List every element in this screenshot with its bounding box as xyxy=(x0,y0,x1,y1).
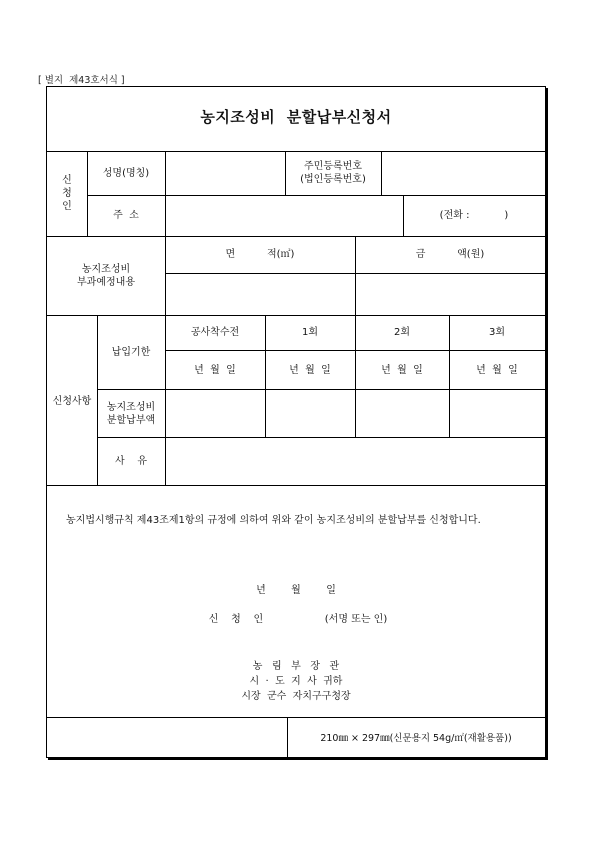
column-installment-2: 2회 xyxy=(393,327,411,338)
deadline-date-1[interactable]: 년 월 일 xyxy=(289,365,331,376)
rule-applicant-bottom xyxy=(47,236,545,237)
installment-field-1[interactable] xyxy=(265,389,355,437)
reason-label: 사 유 xyxy=(114,456,148,467)
address-field[interactable] xyxy=(165,195,403,236)
signer-label: 신 청 인 xyxy=(208,614,264,625)
deadline-date-3[interactable]: 년 월 일 xyxy=(476,365,518,376)
recipient-governor: 시 · 도 지 사 귀하 xyxy=(249,676,343,687)
installment-label: 농지조성비 분할납부액 xyxy=(106,402,156,426)
name-field[interactable] xyxy=(165,151,285,195)
registration-number-label: 주민등록번호 (법인등록번호) xyxy=(300,161,366,185)
deadline-label: 납입기한 xyxy=(111,347,151,358)
address-label: 주 소 xyxy=(113,210,139,221)
rule-footer-top xyxy=(47,717,545,718)
column-installment-3: 3회 xyxy=(488,327,506,338)
area-label: 면 적(㎡) xyxy=(225,249,295,260)
recipient-mayor: 시장 군수 자치구구청장 xyxy=(241,691,351,702)
area-field[interactable] xyxy=(165,273,355,315)
applicant-section-label: 신 청 인 xyxy=(62,175,72,212)
application-form xyxy=(46,86,546,758)
reason-field[interactable] xyxy=(165,437,545,485)
signature-note[interactable]: (서명 또는 인) xyxy=(324,614,388,625)
rule-applicant-section xyxy=(87,151,88,236)
levy-section-label: 농지조성비 부과예정내용 xyxy=(77,264,135,288)
rule-request-bottom xyxy=(47,485,545,486)
phone-label: (전화 : ) xyxy=(439,210,509,221)
form-number-label: [ 별지 제43호서식 ] xyxy=(38,75,125,86)
paper-spec: 210㎜ × 297㎜(신문용지 54g/㎡(재활용품)) xyxy=(320,733,512,744)
form-title: 농지조성비 분할납부신청서 xyxy=(200,108,392,126)
name-label: 성명(명칭) xyxy=(102,168,150,179)
recipient-minister: 농 림 부 장 관 xyxy=(252,661,340,672)
column-before-construction: 공사착수전 xyxy=(190,327,240,338)
statement-text: 농지법시행규칙 제43조제1항의 규정에 의하여 위와 같이 농지조성비의 분할납부를 신청합니다. xyxy=(66,515,481,526)
rule-levy-bottom xyxy=(47,315,545,316)
date-line[interactable]: 년 월 일 xyxy=(256,585,336,596)
registration-number-field[interactable] xyxy=(381,151,545,195)
installment-field-2[interactable] xyxy=(355,389,449,437)
deadline-date-2[interactable]: 년 월 일 xyxy=(381,365,423,376)
request-section-label: 신청사항 xyxy=(52,396,92,407)
deadline-date-0[interactable]: 년 월 일 xyxy=(194,365,236,376)
amount-label: 금 액(원) xyxy=(415,249,485,260)
amount-field[interactable] xyxy=(355,273,545,315)
column-installment-1: 1회 xyxy=(301,327,319,338)
installment-field-3[interactable] xyxy=(449,389,545,437)
installment-field-0[interactable] xyxy=(165,389,265,437)
